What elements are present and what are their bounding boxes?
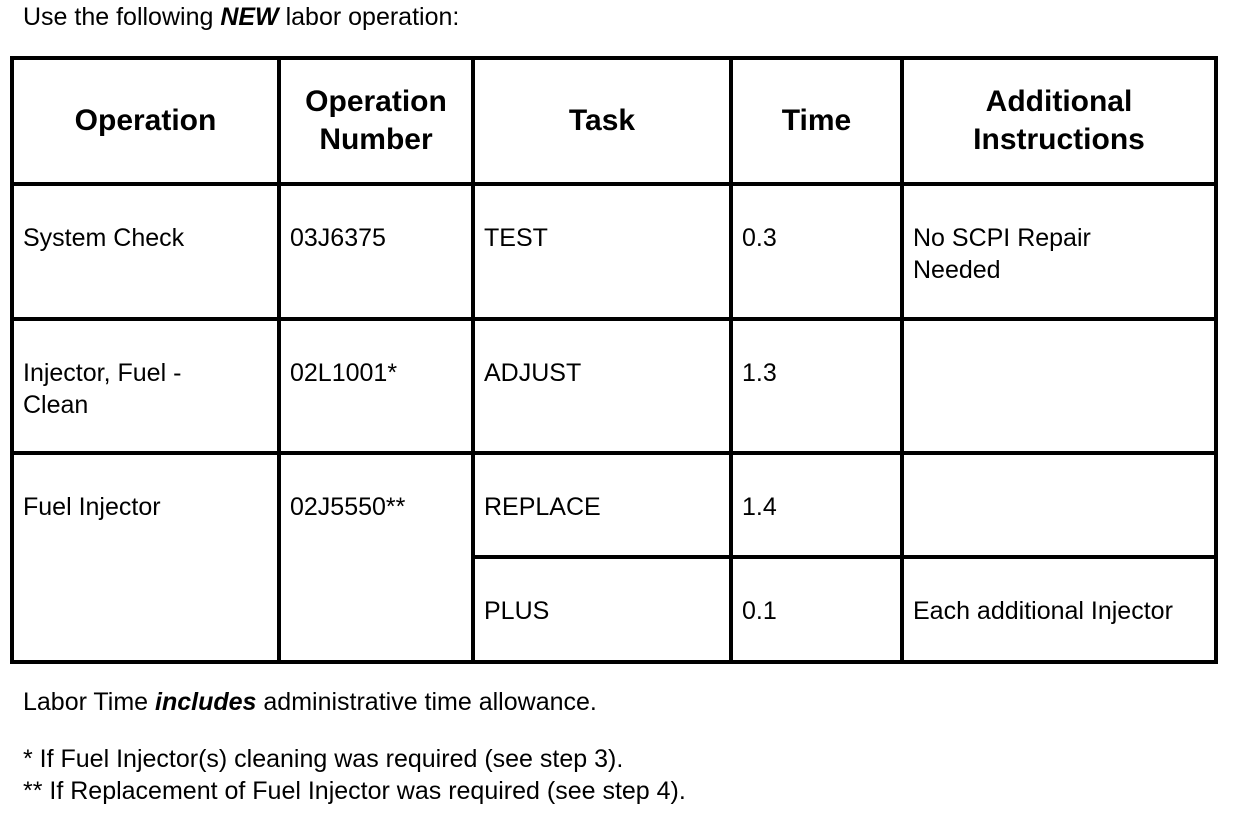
header-additional-line1: Additional	[985, 85, 1133, 118]
table-row	[12, 319, 1216, 453]
footnote-replacement: ** If Replacement of Fuel Injector was required (see step 4).	[23, 777, 686, 805]
cell-task: PLUS	[473, 557, 731, 662]
cell-instructions-line2: Needed	[913, 256, 1001, 284]
cell-time: 1.3	[731, 319, 902, 453]
header-operation-number-line2: Number	[319, 123, 433, 156]
intro-text	[23, 2, 459, 32]
cell-operation-line1: Injector, Fuel -	[23, 359, 182, 387]
labor-operation-table	[10, 56, 1218, 664]
cell-instructions	[902, 453, 1216, 557]
cell-operation: Fuel Injector	[12, 453, 279, 662]
table-row	[12, 184, 1216, 319]
labor-note-emphasis: includes	[155, 688, 257, 716]
header-time	[731, 58, 902, 184]
header-task	[473, 58, 731, 184]
table-row	[12, 453, 1216, 557]
header-operation	[12, 58, 279, 184]
cell-operation-number: 03J6375	[279, 184, 473, 319]
header-time-label: Time	[781, 104, 852, 137]
intro-emphasis: NEW	[220, 3, 279, 31]
intro-suffix: labor operation:	[278, 3, 460, 31]
cell-operation-number: 02L1001*	[279, 319, 473, 453]
footnote-cleaning: * If Fuel Injector(s) cleaning was required (see step 3).	[23, 745, 624, 773]
header-operation-number-line1: Operation	[305, 85, 447, 118]
cell-operation-number: 02J5550**	[279, 453, 473, 662]
labor-note-suffix: administrative time allowance.	[256, 688, 597, 716]
cell-instructions-line1: No SCPI Repair	[913, 224, 1091, 252]
cell-task: ADJUST	[473, 319, 731, 453]
table-header-row	[12, 58, 1216, 184]
cell-instructions	[902, 319, 1216, 453]
cell-time: 1.4	[731, 453, 902, 557]
labor-time-note	[23, 687, 597, 717]
header-additional-instructions	[902, 58, 1216, 184]
header-additional-line2: Instructions	[973, 123, 1145, 156]
cell-instructions: Each additional Injector	[902, 557, 1216, 662]
cell-instructions	[902, 184, 1216, 319]
cell-operation-line2: Clean	[23, 391, 89, 419]
intro-prefix: Use the following	[23, 3, 221, 31]
cell-time: 0.3	[731, 184, 902, 319]
header-task-label: Task	[568, 104, 636, 137]
cell-time: 0.1	[731, 557, 902, 662]
cell-operation	[12, 319, 279, 453]
labor-note-prefix: Labor Time	[23, 688, 156, 716]
cell-task: TEST	[473, 184, 731, 319]
header-operation-number	[279, 58, 473, 184]
cell-operation: System Check	[12, 184, 279, 319]
header-operation-label: Operation	[74, 104, 217, 137]
cell-task: REPLACE	[473, 453, 731, 557]
